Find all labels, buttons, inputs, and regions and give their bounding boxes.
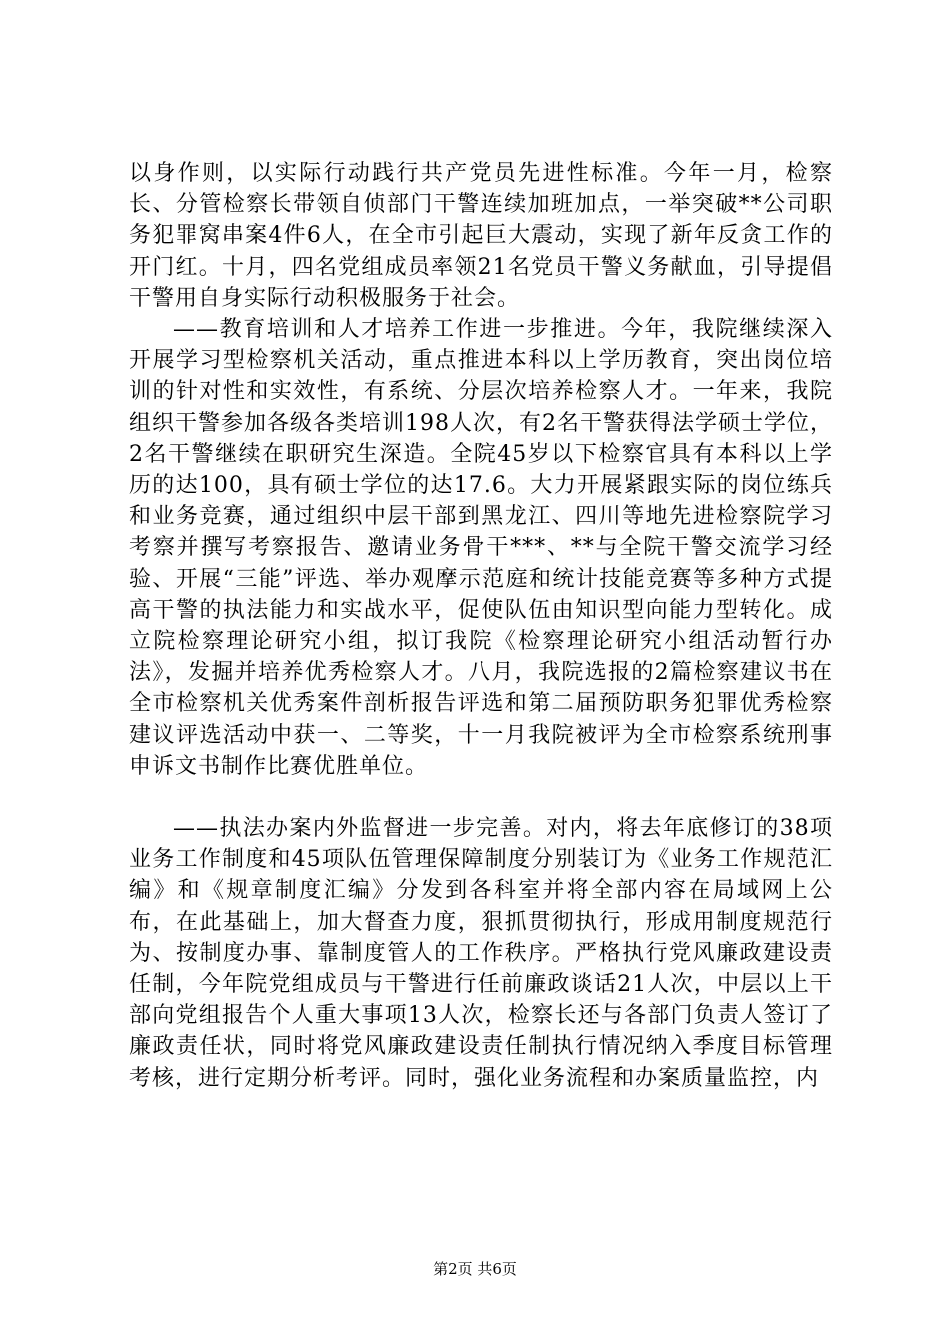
paragraph-education-training: ——教育培训和人才培养工作进一步推进。今年，我院继续深入开展学习型检察机关活动，重点推进本科以上学历教育，突出岗位培训的针对性和实效性，有系统、分层次培养检察人才。一年来，我院组织干警参加各级各类培训198人次，有2名干警获得法学硕士学位，2名干警继续在职研究生深造。全院45岁以下检察官具有本科以上学历的达100，具有硕士学位的达17.6。大力开展紧跟实际的岗位练兵和业务竞赛，通过组织中层干部到黑龙江、四川等地先进检察院学习考察并撰写考察报告、邀请业务骨干***、**与全院干警交流学习经验、开展“三能”评选、举办观摩示范庭和统计技能竞赛等多种方式提高干警的执法能力和实战水平，促使队伍由知识型向能力型转化。成立院检察理论研究小组，拟订我院《检察理论研究小组活动暂行办法》，发掘并培养优秀检察人才。八月，我院选报的2篇检察建议书在全市检察机关优秀案件剖析报告评选和第二届预防职务犯罪优秀检察建议评选活动中获一、二等奖，十一月我院被评为全市检察系统刑事申诉文书制作比赛优胜单位。 [129, 317, 833, 779]
document-body [129, 158, 833, 1094]
paragraph-supervision: ——执法办案内外监督进一步完善。对内，将去年底修订的38项业务工作制度和45项队伍管理保障制度分别装订为《业务工作规范汇编》和《规章制度汇编》分发到各科室并将全部内容在局域网上公布，在此基础上，加大督查力度，狠抓贯彻执行，形成用制度规范行为、按制度办事、靠制度管人的工作秩序。严格执行党风廉政建设责任制，今年院党组成员与干警进行任前廉政谈话21人次，中层以上干部向党组报告个人重大事项13人次，检察长还与各部门负责人签订了廉政责任状，同时将党风廉政建设责任制执行情况纳入季度目标管理考核，进行定期分析考评。同时，强化业务流程和办案质量监控，内 [129, 816, 833, 1091]
paragraph-continuation: 以身作则，以实际行动践行共产党员先进性标准。今年一月，检察长、分管检察长带领自侦部门干警连续加班加点，一举突破**公司职务犯罪窝串案4件6人，在全市引起巨大震动，实现了新年反贪工作的开门红。十月，四名党组成员率领21名党员干警义务献血，引导提倡干警用自身实际行动积极服务于社会。 [129, 161, 833, 311]
page-footer: 第2页 共6页 [433, 1260, 517, 1278]
